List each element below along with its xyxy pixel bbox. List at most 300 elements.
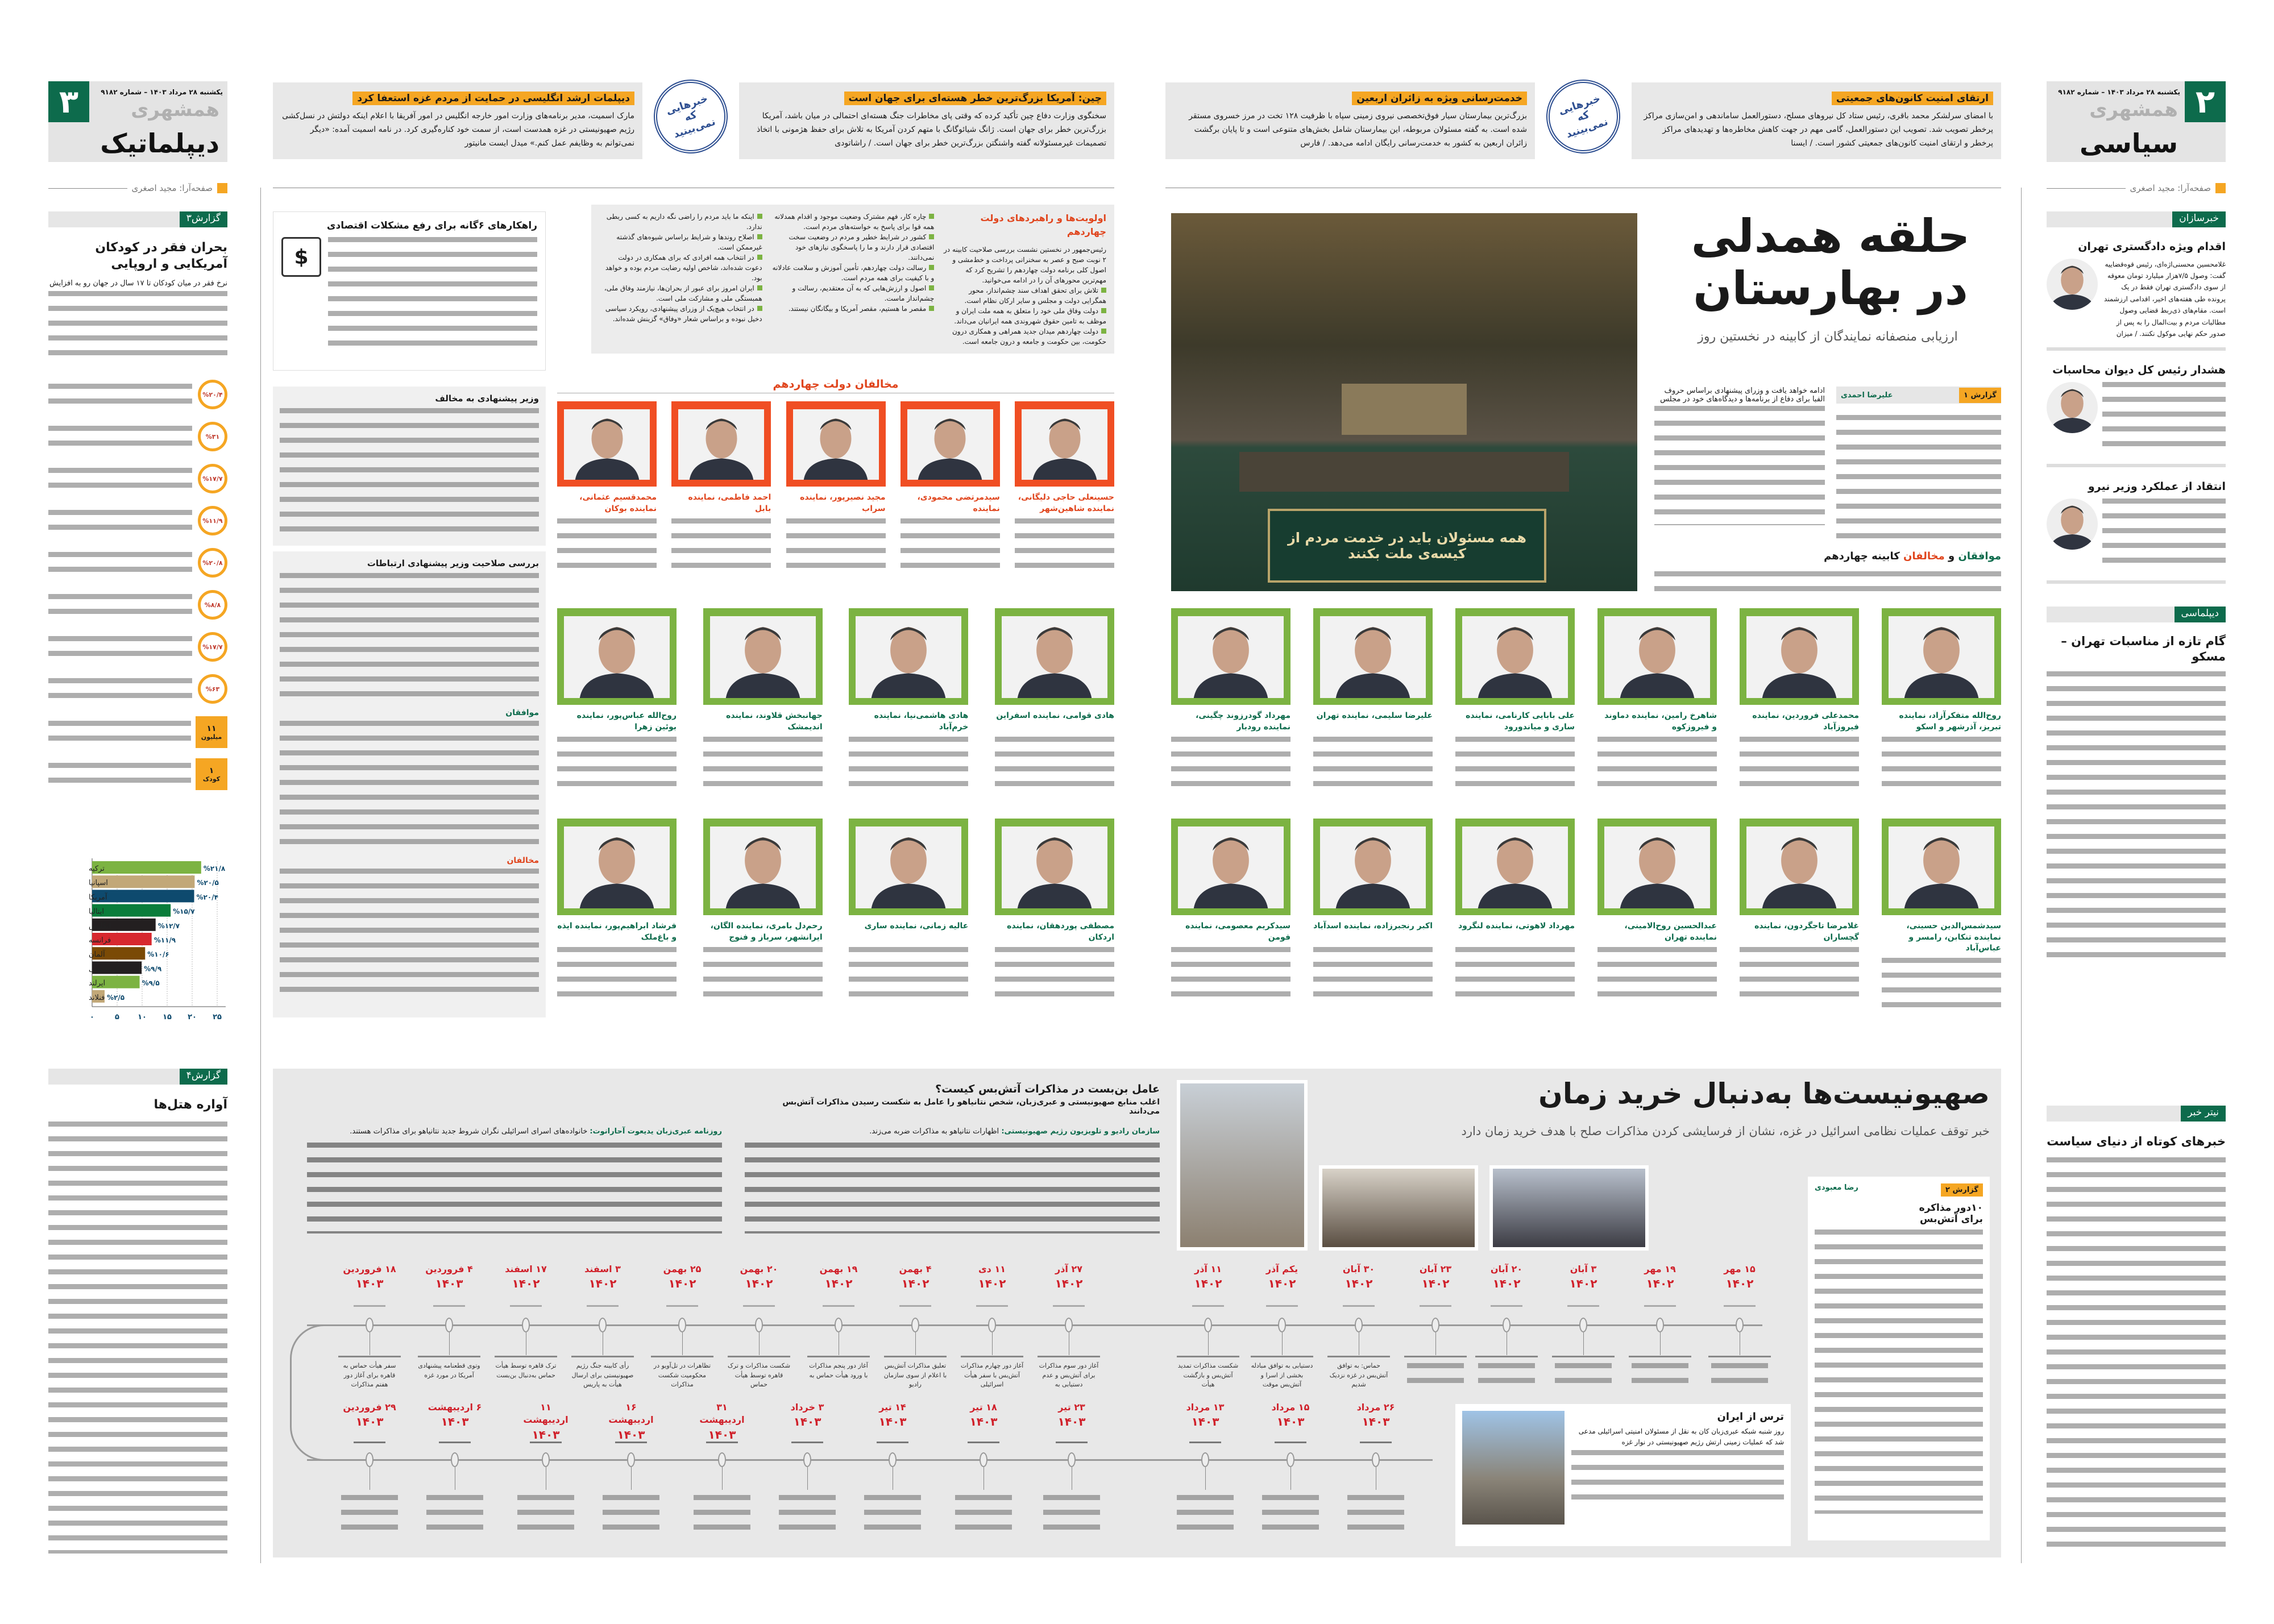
timeline-tick [1724,1305,1756,1307]
stat-item [48,590,227,620]
timeline-tick [1644,1305,1676,1307]
timeline-node [445,1318,453,1332]
news-brief-left [1165,82,1535,159]
priority-bullet: اینکه ما باید مردم را راضی نگه داریم به کسی ربطی ندارد. [606,213,762,231]
timeline-event: تظاهرات در تل‌آویو در محکومیت شکست مذاکرات [653,1362,711,1388]
timeline-tick [1189,1442,1221,1443]
priority-bullet: ایران امروز برای عبور از بحران‌ها، نیازمند وفاق ملی، همبستگی ملی و مشارکت ملی است. [604,284,762,302]
priority-bullet: در انتخاب همه افرادی که برای همکاری در دولت دعوت شده‌اند، شاخص اولیه رضایت مردم بوده و خواهد بود. [605,254,762,282]
right-sidebar [2047,211,2226,967]
bullet-icon [757,234,762,239]
timeline-date: ۳ آبان ۱۴۰۲ [1569,1264,1597,1291]
portrait-photo [901,401,1000,487]
page-header-right [2047,81,2226,162]
supporter-card [1455,819,1575,1015]
brief-headline: چین: آمریکا بزرگ‌ترین خطر هسته‌ای برای جهان است [844,92,1107,105]
timeline-date: ۱۹ مهر ۱۴۰۲ [1644,1264,1676,1291]
stat-circle: %۱۱/۹ [198,506,227,535]
stat-circle: %۲۰/۴ [198,380,227,409]
gaza-photo [1462,1411,1565,1525]
timeline-date: ۱۱ اردیبهشت ۱۴۰۳ [523,1402,568,1442]
headline-line: حلقه همدلی [1691,210,1970,263]
news-brief-left [273,82,642,159]
stat-box: ۱ کودک [196,758,227,790]
stat-item [48,632,227,662]
supporter-card [557,819,677,1004]
designer-name: صفحه‌آرا: مجید اصغری [2130,183,2211,193]
page-number: ۲ [2185,81,2226,122]
timeline-event: دستیابی به توافق مبادله بخشی از اسرا و آتش‌بس موقت [1251,1362,1313,1388]
x-tick-label: ۱۰ [138,1013,147,1021]
mp-name: علیرضا سلیمی، نماینده تهران [1316,711,1433,720]
timeline-date: ۱۸ فروردین ۱۴۰۳ [343,1264,396,1291]
category-label: آمریکا [89,893,107,902]
timeline-tick [743,1305,775,1307]
mp-name: مجید نصیرپور، نماینده سراب [800,493,886,513]
section-tag [48,1069,227,1085]
timeline-node [1736,1318,1744,1332]
parliament-photo [1171,213,1637,591]
minister-box-1 [273,387,546,546]
newsmaker-item [2047,363,2226,467]
priority-bullet: مقصر ما هستیم، مقصر آمریکا و بیگانگان نیستند. [771,304,935,314]
newsmaker-title: اقدام ویژه دادگستری تهران [2078,240,2226,253]
portrait-photo [995,819,1114,915]
category-label: اسپانیا [89,879,108,888]
brief-headline: خدمت‌رسانی ویژه به زائران اربعین [1352,92,1527,105]
portrait-photo [557,819,677,915]
solutions-title: راهکارهای ۶گانه برای رفع مشکلات اقتصادی [326,220,537,231]
timeline-date: ۶ اردیبهشت ۱۴۰۳ [428,1402,482,1429]
timeline-tick [1491,1305,1522,1307]
news-brief-right [739,82,1114,159]
brief-text: بزرگ‌ترین بیمارستان سیار فوق‌تخصصی نیروی زمینی سپاه با ظرفیت ۱۲۸ تخت در مرز خسروی مستقر شده است. به گفته مسئولان مربوطه، این بیمارستان شامل بخش‌های متنوعی است و تا پایان برگشت زائران اربعین به کشور به خدمت‌رسانی رایگان ادامه می‌دهد. / فارس [1189,111,1527,148]
bullet-icon [757,285,762,290]
timeline-tick [1056,1442,1088,1443]
stat-circle: %۳۱ [198,422,227,451]
portrait-photo [1597,608,1717,705]
timeline-tick [1343,1305,1375,1307]
supporter-card [1882,608,2001,794]
designer-name: صفحه‌آرا: مجید اصغری [131,183,213,193]
supporter-card [1313,608,1433,794]
timeline-node [1204,1318,1212,1332]
portrait-photo [1313,608,1433,705]
timeline-axis-bottom [307,1459,1433,1461]
stat-circle: %۱۷/۷ [198,464,227,493]
timeline-node [1656,1318,1664,1332]
timeline-tick [968,1442,999,1443]
mp-name: عبدالحسین روح‌الامینی، نماینده تهران [1624,921,1717,942]
portrait-photo [1740,819,1859,915]
quote-item: روزنامه عبری‌زبان یدیعوت آحارانوت: خانواده‌های اسرای اسرائیلی نگران شروط جدید نتانیاهو برای مذاکرات هستند. [350,1127,722,1136]
value-label: %۲/۵ [107,993,125,1002]
category-label: کره‌جنوبی [89,965,119,974]
timeline-tick [706,1442,738,1443]
timeline-tick [899,1305,931,1307]
headline-line: در بهارستان [1693,262,1968,315]
blame-subtitle: اغلب منابع صهیونیستی و عبری‌زبان، شخص نتانیاهو را عامل به شکست رسیدن مذاکرات آتش‌بس می‌دانند [782,1098,1160,1116]
timeline-date: ۲۹ فروردین ۱۴۰۳ [343,1402,396,1429]
portrait-photo [1455,819,1575,915]
supporter-card [557,608,677,794]
opponent-card [901,401,1000,570]
timeline-date: ۳۰ آبان ۱۴۰۲ [1342,1264,1375,1291]
timeline-tick [823,1305,854,1307]
mp-name: اکبر رنجبرزاده، نماینده اسدآباد [1313,921,1433,931]
timeline-node [522,1318,530,1332]
category-label: انگلیس [89,921,111,931]
left-sidebar [48,211,227,790]
supporter-card [1882,819,2001,1015]
minister-box-2 [273,551,546,1017]
timeline-node [803,1452,811,1467]
mp-name: محمدعلی فروردین، نماینده فیروزآباد [1752,711,1859,732]
avatar [2047,382,2098,433]
iran-title: ترس از ایران [1717,1411,1784,1423]
stamp-badge: خبرهایی که نمی‌بینید [644,70,737,163]
supporter-card [1171,608,1290,794]
brief-text: با امضای سرلشکر محمد باقری، رئیس ستاد کل نیروهای مسلح، دستورالعمل ساماندهی و امن‌سازی مراکز پرخطر تصویب شد. تصویب این دستورالعمل، گامی مهم در جهت کاهش مخاطره‌ها و تهدیدهای مراکز پرخطر و ارتقای امنیت کانون‌های جمعیتی کشور است. / ایسنا [1644,111,1993,148]
timeline-tick [1420,1305,1451,1307]
timeline-tick [1053,1305,1085,1307]
mp-name: رحم‌دل بامری، نماینده الگان، ایرانشهر، سرباز و فنوج [710,921,823,942]
timeline-date: ۴ فروردین ۱۴۰۳ [425,1264,473,1291]
supporter-card [1740,819,1859,1015]
timeline-node [542,1452,550,1467]
mp-name: علی بابایی کارنامی، نماینده ساری و میاندورود [1466,711,1575,732]
x-tick-label: ۵ [115,1013,119,1021]
priorities-intro: رئیس‌جمهور در نخستین نشست بررسی صلاحیت کابینه در ۲ نوبت صبح و عصر به سخنرانی پرداخت و خط‌مشی و اصول کلی برنامه دولت چهاردهم را تشریح کرد که مهم‌ترین محورهای آن را در ادامه می‌خوانید. [944,246,1106,284]
mp-name: مهرداد لاهوتی، نماینده لنگرود [1458,921,1575,931]
opponents-section [557,378,1114,570]
mp-name: فرشاد ابراهیم‌پور، نماینده ایذه و باغ‌ملک [557,921,677,942]
stat-boxes [48,716,227,748]
timeline-node [1431,1318,1439,1332]
stat-box: ۱۱ میلیون [196,716,227,748]
timeline-tick [877,1442,908,1443]
issue-date: یکشنبه ۲۸ مرداد ۱۴۰۳ – شماره ۹۱۸۲ [2058,88,2180,96]
bullet-icon [1101,288,1106,293]
supporters-row [1171,819,2001,1015]
bullet-icon [929,306,934,311]
priority-bullet: تلاش برای تحقق اهداف سند چشم‌انداز، محور همگرایی دولت و مجلس و سایر ارکان نظام است. [964,286,1106,305]
bullet-icon [929,214,934,219]
money-icon: $ [281,237,321,277]
supporter-card [703,819,823,1004]
parliament-banner: همه مسئولان باید در خدمت مردم از کیسه‌ی ملت بکنند [1268,509,1546,583]
opponent-card [786,401,886,570]
news-photo [1489,1165,1649,1251]
category-label: ترکیه [89,865,105,873]
main-subtitle: ارزیابی منصفانه نمایندگان از کابینه در نخستین روز [1698,330,1958,344]
timeline-date: ۳۱ اردیبهشت ۱۴۰۳ [699,1402,745,1442]
timeline-tick [1192,1305,1224,1307]
timeline-event: ترک قاهره توسط هیأت حماس به‌دنبال بن‌بست [495,1362,557,1379]
timeline-event: تعلیق مذاکرات آتش‌بس با اعلام از سوی سازمان رادیو [883,1362,947,1388]
mp-name: هادی قوامی، نماینده اسفراین [996,711,1114,720]
category-label: فرانسه [89,936,111,945]
value-label: %۲۱/۸ [203,865,226,873]
supporter-card [1597,608,1717,794]
portrait-photo [1882,608,2001,705]
stat-item [48,380,227,409]
bullet-icon [929,234,934,239]
timeline-date: ۱۱ آذر ۱۴۰۲ [1194,1264,1222,1291]
priority-bullet: دولت وفاق ملی خود را متعلق به همه ملت ایران و موظف به تامین حقوق شهروندی همه ایرانیان می‌داند. [954,307,1106,325]
timeline-node [1201,1452,1209,1467]
timeline-node [1287,1452,1294,1467]
stat-circle: %۸/۸ [198,590,227,620]
section-tag-label: نیتر خبر [2181,1106,2226,1122]
x-tick-label: ۲۵ [213,1013,222,1021]
portrait-photo [1597,819,1717,915]
timeline-date: ۲۵ بهمن ۱۴۰۲ [663,1264,702,1291]
timeline-date: ۲۳ تیر ۱۴۰۳ [1057,1402,1086,1429]
main-headline [1660,210,2001,315]
stat-list [48,380,227,704]
mp-name: غلامرضا تاجگردون، نماینده گچساران [1754,921,1859,942]
section-tag-label: گزارش۴ [180,1069,227,1085]
page-number: ۳ [48,81,89,122]
bottom-headline: صهیونیست‌ها به‌دنبال خرید زمان [1538,1077,1990,1110]
timeline-tick [439,1442,471,1443]
timeline-node [1065,1318,1073,1332]
section-tag [48,211,227,227]
category-label: ایتالیا [89,907,104,916]
supporter-card [849,608,968,794]
timeline-node [1579,1318,1587,1332]
stat-item [48,548,227,578]
timeline-node [678,1318,686,1332]
timeline-tick [1360,1442,1392,1443]
bar [92,861,201,874]
priority-bullet: رسالت دولت چهاردهم، تأمین آموزش و سلامت عادلانه و با کیفیت برای همه مردم است. [772,264,935,282]
stat-item [48,422,227,451]
timeline-event: سفر هیأت حماس به قاهره برای آغاز دور هفتم مذاکرات [343,1362,396,1388]
timeline-event: رأی کابینه جنگ رژیم صهیونیستی برای ارسال هیأت به پاریس [571,1362,634,1388]
article-lead: نرخ فقر در میان کودکان تا ۱۷ سال در جهان رو به افزایش [49,279,227,288]
portrait-photo [1015,401,1114,487]
priority-bullet: اصلاح روندها و شرایط براساس شیوه‌های گذشته غیرممکن است. [616,233,762,251]
portrait-photo [1882,819,2001,915]
timeline-date: یکم آذر ۱۴۰۲ [1265,1264,1298,1291]
x-tick-label: ۲۰ [188,1013,197,1021]
timeline-node [1355,1318,1363,1332]
supporter-card [1597,819,1717,1015]
value-label: %۲۰/۵ [197,879,219,887]
timeline-node [1068,1452,1076,1467]
mp-name: مهرداد گودرزوند چگینی، نماینده رودبار [1196,711,1290,732]
bullet-icon [757,255,762,260]
stat-circle: %۶۳ [198,674,227,704]
newsmaker-title: انتقاد از عملکرد وزیر نیرو [2088,480,2226,493]
timeline-date: ۳ خرداد ۱۴۰۳ [790,1402,824,1429]
section-name: سیاسی [2079,128,2178,159]
marker-icon [217,183,227,193]
timeline-date: ۱۹ بهمن ۱۴۰۲ [819,1264,858,1291]
mp-name: حسینعلی حاجی دلیگانی، نماینده شاهین‌شهر [1018,493,1114,513]
section-name: دیپلماتیک [100,128,219,159]
supporter-card [1313,819,1433,1015]
timeline-date: ۱۶ اردیبهشت ۱۴۰۳ [608,1402,654,1442]
opponent-card [671,401,771,570]
timeline-date: ۱۴ تیر ۱۴۰۳ [878,1402,907,1429]
x-tick-label: ۱۵ [163,1013,172,1021]
value-label: %۹/۹ [144,965,162,973]
timeline-tick [587,1305,619,1307]
supporter-card [995,819,1114,1004]
author-name: علیرضا احمدی [1841,391,1893,400]
brief-text: سخنگوی وزارت دفاع چین تأکید کرده که وقتی پای مخاطرات جنگ هسته‌ای احتمالی در میان باشد، آمریکا بزرگ‌ترین خطر برای جهان است. ژانگ شیائوگانگ با متهم کردن آمریکا به تلاش برای حفظ هژمونی با اتخاذ تصمیمات غیرمسئولانه گفته واشنگتن بزرگ‌ترین خطر برای جهان است. / راشاتودی [756,111,1106,148]
timeline-date: ۲۰ بهمن ۱۴۰۲ [740,1264,778,1291]
supporter-card [1455,608,1575,794]
timeline-tick [791,1442,823,1443]
mp-name: محمدقسیم عثمانی، نماینده بوکان [579,493,657,513]
iran-fear-box [1455,1404,1791,1546]
timeline-date: ۱۵ مرداد ۱۴۰۳ [1271,1402,1310,1429]
timeline-event: شکست مذاکرات و ترک قاهره توسط هیأت حماس [727,1362,791,1388]
newsmaker-title: هشدار رئیس کل دیوان محاسبات [2052,364,2226,377]
timeline-event: شکست مذاکرات تمدید آتش‌بس و بازگشت هیأت [1177,1362,1239,1388]
priorities-title: اولویت‌ها و راهبردهای دولت چهاردهم [980,213,1106,237]
mp-name: احمد فاطمی، نماینده بابل [688,493,771,513]
bar [92,890,194,902]
news-photos [1177,1080,1649,1251]
timeline-node [1372,1452,1380,1467]
page-header-left [48,81,227,162]
portrait-photo [995,608,1114,705]
timeline-tick [1275,1442,1306,1443]
timeline-tick [976,1305,1008,1307]
article-title: بحران فقر در کودکان آمریکایی و اروپایی [95,240,227,271]
newsmaker-text: غلامحسین محسنی‌اژه‌ای، رئیس قوه‌قضاییه گفت: وصول ۷/۵هزار میلیارد تومان معوقه از سوی دادگستری تهران فقط در یک پرونده طی هفته‌های اخیر، اقدامی ارزشمند است. مقام‌های ذی‌ربط قضایی وصول مطالبات مردم و بیت‌المال را به پس از صدور حکم نهایی موکول نکنند. / میزان [2104,260,2226,338]
mp-name: عالیه زمانی، نماینده ساری [864,921,969,931]
timeline-node [366,1452,374,1467]
bullet-icon [757,306,762,311]
category-label: ایرلند [89,979,106,988]
x-tick-label: ۰ [90,1013,94,1021]
portrait-photo [1313,819,1433,915]
supporter-card [995,608,1114,794]
timeline-tick [354,1442,385,1443]
timeline-node [755,1318,763,1332]
timeline-node [980,1452,987,1467]
stat-circle: %۱۷/۷ [198,632,227,662]
section-tag [2047,211,2226,227]
designer-credit [48,183,227,193]
timeline-tick [530,1442,562,1443]
supporter-card [703,608,823,794]
right-page-column-rule [2021,188,2022,1563]
news-photo [1319,1165,1478,1251]
section-tag-label: خبرسازان [2172,211,2226,227]
article-title: آواره هتل‌ها [153,1098,227,1112]
timeline-date: ۱۳ مرداد ۱۴۰۳ [1186,1402,1225,1429]
portrait-photo [557,608,677,705]
newspaper-logo: همشهری [131,98,219,121]
timeline-tick [615,1442,647,1443]
blame-title: عامل بن‌بست در مذاکرات آتش‌بس کیست؟ [935,1083,1160,1095]
ceasefire-blame [307,1083,1160,1233]
timeline-curve [290,1324,324,1461]
section-tag [2047,607,2226,622]
priorities-box [591,205,1114,354]
author-name: رضا معبودی [1815,1183,1858,1192]
priority-bullet: دولت چهاردهم میدان جدید همراهی و همکاری درون حکومت، بین حکومت و جامعه و درون جامعه است. [952,327,1106,346]
supporter-card [849,819,968,1004]
timeline-tick [1567,1305,1599,1307]
portrait-photo [1171,819,1290,915]
rounds-label: ۱۰دور مذاکره برای آتش‌بس [1919,1202,1983,1225]
timeline-date: ۲۶ مرداد ۱۴۰۳ [1356,1402,1395,1429]
box-title: وزیر پیشنهادی به مخالف [435,393,539,404]
section-tag-label: دیپلماسی [2175,607,2226,622]
article-title: گام تازه از مناسبات تهران – مسکو [2061,634,2226,664]
priority-bullet: چاره کار، فهم مشترک وضعیت موجود و اقدام همدلانه همه قوا برای پاسخ به خواسته‌های مردم است. [774,213,935,231]
priority-bullet: کشور در شرایط خطیر و مردم در وضعیت سخت اقتصادی قرار دارند و ما را پاسخگوی نیازهای خود نمی‌دانند. [789,233,935,261]
bullet-icon [1101,329,1106,334]
newspaper-logo: همشهری [2089,98,2178,121]
timeline-node [1278,1318,1286,1332]
portrait-photo [671,401,771,487]
bottom-subtitle: خبر توقف عملیات نظامی اسرائیل در غزه، نشان از فرسایشی کردن مذاکرات صلح با هدف خرید زمان دارد [1461,1124,1990,1138]
portrait-photo [849,819,968,915]
author-box [1836,387,2001,404]
opponent-card [1015,401,1114,570]
opponent-card [557,401,657,570]
news-brief-right [1632,82,2001,159]
timeline-date: ۲۰ آبان ۱۴۰۲ [1490,1264,1523,1291]
bullet-icon [929,265,934,270]
supporter-card [1171,819,1290,1015]
timeline-node [627,1452,635,1467]
left-page-column-rule [260,188,261,1563]
stamp-badge: خبرهایی که نمی‌بینید [1537,70,1630,163]
left-sidebar-report4 [48,1069,227,1554]
timeline-date: ۳ اسفند ۱۴۰۲ [584,1264,621,1291]
section-heading: موافقان و مخالفان کابینه چهاردهم [1824,550,2001,562]
mp-name: سیدشمس‌الدین حسینی، نماینده تنکابن، رامسر و عباس‌آباد [1906,921,2001,953]
value-label: %۱۵/۷ [173,907,195,916]
value-label: %۲۰/۴ [196,893,218,902]
news-photo [1177,1080,1308,1251]
oppose-label: مخالفان [507,856,539,865]
portrait-photo [1455,608,1575,705]
timeline-date: ۱۷ اسفند ۱۴۰۲ [505,1264,547,1291]
timeline-event: آغاز دور سوم مذاکرات برای آتش‌بس و عدم دستیابی به [1039,1362,1099,1388]
marker-icon [2215,183,2226,193]
timeline-node [1503,1318,1511,1332]
poverty-bar-chart [47,853,234,1023]
mp-name: جهانبخش قلاوند، نماینده اندیمشک [726,711,823,732]
supporters-row [1171,608,2001,794]
portrait-photo [703,819,823,915]
timeline-date: ۱۸ تیر ۱۴۰۳ [969,1402,998,1429]
timeline-date: ۱۱ دی ۱۴۰۲ [978,1264,1006,1291]
timeline-node [988,1318,996,1332]
timeline-node [718,1452,726,1467]
article-lead: ادامه خواهد یافت و وزرای پیشنهادی براساس حروف الفبا برای دفاع از برنامه‌ها و دیدگاه‌های خود در مجلس [1660,387,1825,404]
solutions-box [273,211,546,371]
value-label: %۱۰/۶ [147,950,169,959]
portrait-photo [557,401,657,487]
mp-name: مصطفی پوردهقان، نماینده اردکان [1007,921,1114,942]
timeline-tick [354,1305,385,1307]
agree-label: موافقان [505,708,539,717]
supporter-card [1740,608,1859,794]
supporters-row [557,819,1114,1004]
